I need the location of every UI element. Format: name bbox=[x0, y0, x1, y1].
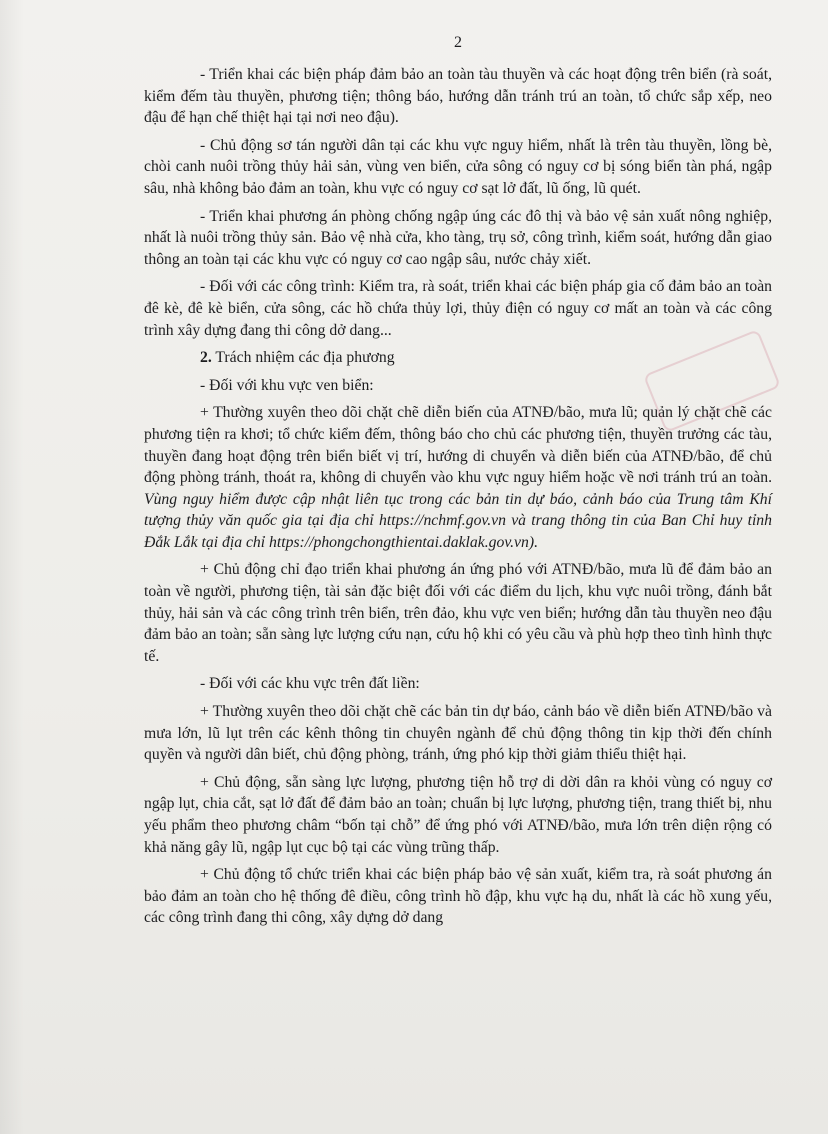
paragraph-safety-vessels bbox=[144, 64, 772, 129]
paragraph-text: + Chủ động tổ chức triển khai các biện pháp bảo vệ sản xuất, kiểm tra, rà soát phương án bảo đảm an toàn cho hệ thống đê điều, công trình hồ đập, khu vực hạ du, nhất là các hồ xung yếu, các công trình đang thi công, xây dựng dở dang bbox=[144, 866, 772, 927]
paragraph-relocation-support bbox=[144, 772, 772, 858]
paragraph-text: + Thường xuyên theo dõi chặt chẽ diễn biến của ATNĐ/bão, mưa lũ; quản lý chặt chẽ các phương tiện ra khơi; tổ chức kiểm đếm, thông báo cho chủ các phương tiện, thuyền trưởng các tàu, thuyền đang hoạt động trên biển biết vị trí, hướng di chuyển và diễn biến của ATNĐ/bão, để chủ động phòng tránh, thoát ra, không di chuyển vào khu vực nguy hiểm hoặc về nơi tránh trú an toàn. bbox=[144, 404, 772, 487]
paragraph-evacuation bbox=[144, 135, 772, 200]
paragraph-construction-works bbox=[144, 276, 772, 341]
paragraph-text: + Chủ động, sẵn sàng lực lượng, phương tiện hỗ trợ di dời dân ra khỏi vùng có nguy cơ ngập lụt, chia cắt, sạt lở đất để đảm bảo an toàn; chuẩn bị lực lượng, phương tiện, trang thiết bị, nhu yếu phẩm theo phương châm “bốn tại chỗ” để ứng phó với ATNĐ/bão, mưa lớn trên diện rộng có khả năng gây lũ, ngập lụt cục bộ tại các vùng trũng thấp. bbox=[144, 773, 772, 856]
paragraph-text: + Thường xuyên theo dõi chặt chẽ các bản tin dự báo, cảnh báo về diễn biến ATNĐ/bão và mưa lớn, lũ lụt trên các kênh thông tin chuyên ngành để chủ động thông tin kịp thời đến chính quyền và người dân biết, chủ động phòng, tránh, ứng phó kịp thời giảm thiểu thiệt hại. bbox=[144, 703, 772, 764]
section-number: 2. bbox=[200, 349, 212, 367]
paragraph-protect-production bbox=[144, 864, 772, 929]
page-number: 2 bbox=[454, 34, 462, 51]
paragraph-text: - Triển khai các biện pháp đảm bảo an toàn tàu thuyền và các hoạt động trên biển (rà soát, kiểm đếm tàu thuyền, phương tiện; thông báo, hướng dẫn tránh trú an toàn, tổ chức sắp xếp, neo đậu để hạn chế thiệt hại tại nơi neo đậu). bbox=[144, 66, 772, 127]
paragraph-text: - Triển khai phương án phòng chống ngập úng các đô thị và bảo vệ sản xuất nông nghiệp, nhất là nuôi trồng thủy sản. Bảo vệ nhà cửa, kho tàng, trụ sở, công trình, kiểm soát, hướng dẫn giao thông an toàn tại các khu vực có nguy cơ cao ngập sâu, nước chảy xiết. bbox=[144, 207, 772, 268]
subheading-inland-areas bbox=[144, 673, 772, 695]
paragraph-response-plan bbox=[144, 559, 772, 667]
paragraph-italic-note: Vùng nguy hiểm được cập nhật liên tục trong các bản tin dự báo, cảnh báo của Trung tâm Khí tượng thủy văn quốc gia tại địa chỉ https://nchmf.gov.vn và trang thông tin của Ban Chỉ huy tỉnh Đắk Lắk tại địa chỉ https://phongchongthientai.daklak.gov.vn). bbox=[144, 490, 772, 551]
paragraph-flood-prevention bbox=[144, 206, 772, 271]
paragraph-text: - Đối với khu vực ven biển: bbox=[200, 376, 374, 394]
paragraph-text: - Chủ động sơ tán người dân tại các khu vực nguy hiểm, nhất là trên tàu thuyền, lồng bè, chòi canh nuôi trồng thủy hải sản, vùng ven biển, cửa sông có nguy cơ bị sóng biển tàn phá, ngập sâu, nhà không bảo đảm an toàn, khu vực có nguy cơ sạt lở đất, lũ ống, lũ quét. bbox=[144, 136, 772, 197]
paragraph-text: + Chủ động chỉ đạo triển khai phương án ứng phó với ATNĐ/bão, mưa lũ để đảm bảo an toàn về người, phương tiện, tài sản đặc biệt đối với các điểm du lịch, khu vực nuôi trồng, đánh bắt thủy, hải sản và các công trình trên biển, trên đảo, khu vực ven biển; hướng dẫn tàu thuyền neo đậu đảm bảo an toàn; sẵn sàng lực lượng cứu nạn, cứu hộ khi có yêu cầu và phù hợp theo tình hình thực tế. bbox=[144, 561, 772, 665]
paragraph-text: - Đối với các công trình: Kiểm tra, rà soát, triển khai các biện pháp gia cố đảm bảo an toàn đê kè, đê kè biển, cửa sông, các hồ chứa thủy lợi, thủy điện có nguy cơ mất an toàn và các công trình xây dựng đang thi công dở dang... bbox=[144, 278, 772, 339]
page-shadow bbox=[0, 0, 24, 1134]
section-title: Trách nhiệm các địa phương bbox=[211, 349, 395, 367]
paragraph-text: - Đối với các khu vực trên đất liền: bbox=[200, 675, 420, 693]
paragraph-forecast-monitoring bbox=[144, 701, 772, 766]
